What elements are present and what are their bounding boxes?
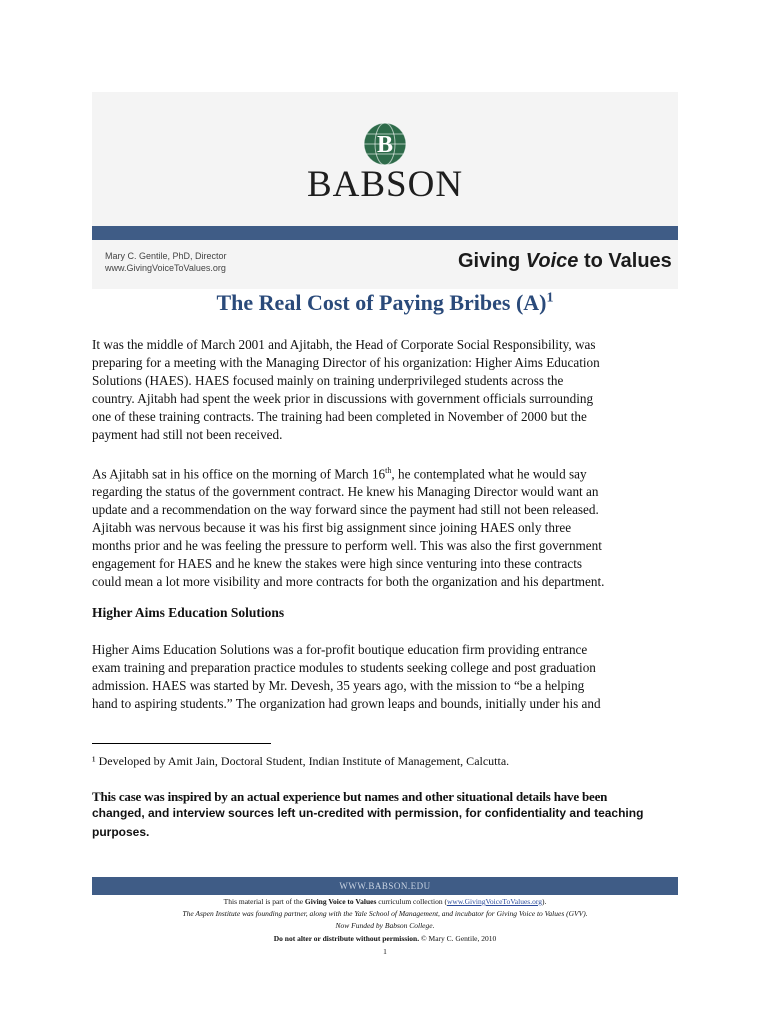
text-line: one of these training contracts. The training had been completed in November of 2000 but the	[92, 409, 587, 424]
gvv-part-voice: Voice	[525, 250, 579, 272]
babson-wordmark: BABSON	[306, 164, 464, 205]
text-line: Higher Aims Education Solutions was a for-profit boutique education firm providing entrance	[92, 642, 588, 657]
text-line: country. Ajitabh had spent the week prior in discussions with government officials surrounding	[92, 391, 594, 406]
footer-bar: WWW.BABSON.EDU	[92, 877, 678, 895]
case-title-text: The Real Cost of Paying Bribes (A)	[216, 290, 547, 315]
footer-curriculum-line	[92, 897, 678, 906]
gvv-website-link[interactable]: www.GivingVoiceToValues.org	[447, 897, 542, 906]
director-website: www.GivingVoiceToValues.org	[105, 263, 226, 273]
case-title	[92, 290, 678, 316]
text-line: payment had still not been received.	[92, 427, 283, 442]
text-fragment: ).	[541, 897, 547, 906]
paragraph-2	[92, 462, 678, 591]
text-fragment: , he contemplated what he would say	[391, 466, 587, 482]
text-line: update and a recommendation on the way forward since the payment had still not been released.	[92, 502, 599, 518]
copyright-text: © Mary C. Gentile, 2010	[419, 934, 497, 943]
gvv-part-giving: Giving	[458, 250, 526, 272]
text-line: engagement for HAES and he knew the stakes were high since venturing into these contracts	[92, 556, 582, 572]
text-line: regarding the status of the government contract. He knew his Managing Director would want an	[92, 484, 599, 500]
paragraph-3	[92, 641, 678, 713]
text-line: hand to aspiring students.” The organization had grown leaps and bounds, initially under his and	[92, 696, 601, 711]
gvv-wordmark	[458, 250, 672, 273]
gvv-name: Giving Voice to Values	[304, 897, 377, 906]
ordinal-superscript: th	[385, 466, 392, 475]
permission-notice: Do not alter or distribute without permission.	[273, 934, 420, 943]
text-line: exam training and preparation practice modules to students seeking college and post graduation	[92, 660, 596, 675]
text-fragment: As Ajitabh sat in his office on the morning of March 16	[92, 466, 386, 482]
footer-funding-line: Now Funded by Babson College.	[335, 921, 435, 930]
text-line: Ajitabh was nervous because it was his first big assignment since joining HAES only three	[92, 520, 572, 536]
text-line: Solutions (HAES). HAES focused mainly on training underprivileged students across the	[92, 373, 564, 388]
svg-text:B: B	[376, 132, 394, 158]
paragraph-1	[92, 336, 678, 444]
text-line: It was the middle of March 2001 and Ajitabh, the Head of Corporate Social Responsibility, was	[92, 337, 596, 352]
case-note-line-3: purposes.	[92, 825, 150, 839]
director-credit	[105, 250, 227, 274]
text-line	[92, 462, 678, 483]
text-line: months prior and he was feeling the pressure to perform well. This was also the first government	[92, 538, 602, 554]
text-fragment: curriculum collection (	[376, 897, 447, 906]
page-number: 1	[383, 947, 387, 956]
case-note-line-2: changed, and interview sources left un-credited with permission, for confidentiality and teaching	[92, 806, 644, 820]
footnote: ¹ Developed by Amit Jain, Doctoral Student, Indian Institute of Management, Calcutta.	[92, 754, 510, 768]
text-line: admission. HAES was started by Mr. Devesh, 35 years ago, with the mission to “be a helping	[92, 678, 585, 693]
text-line: could mean a lot more visibility and more contracts for both the organization and his department.	[92, 574, 605, 590]
gvv-part-to-values: to Values	[578, 250, 672, 272]
section-heading: Higher Aims Education Solutions	[92, 605, 285, 620]
title-footnote-mark: 1	[546, 290, 554, 306]
footnote-separator	[92, 743, 271, 744]
header-divider-bar	[92, 226, 678, 240]
footer-aspen-line: The Aspen Institute was founding partner, along with the Yale School of Management, and incubator for Giving Voice to Values (GVV).	[182, 909, 588, 918]
case-note-line-1: This case was inspired by an actual experience but names and other situational details have been	[92, 789, 608, 804]
text-fragment: This material is part of the	[223, 897, 305, 906]
footer-copyright-line	[92, 934, 678, 943]
babson-globe-logo-icon	[362, 121, 408, 167]
director-name: Mary C. Gentile, PhD, Director	[105, 251, 227, 261]
text-line: preparing for a meeting with the Managing Director of his organization: Higher Aims Education	[92, 355, 600, 370]
